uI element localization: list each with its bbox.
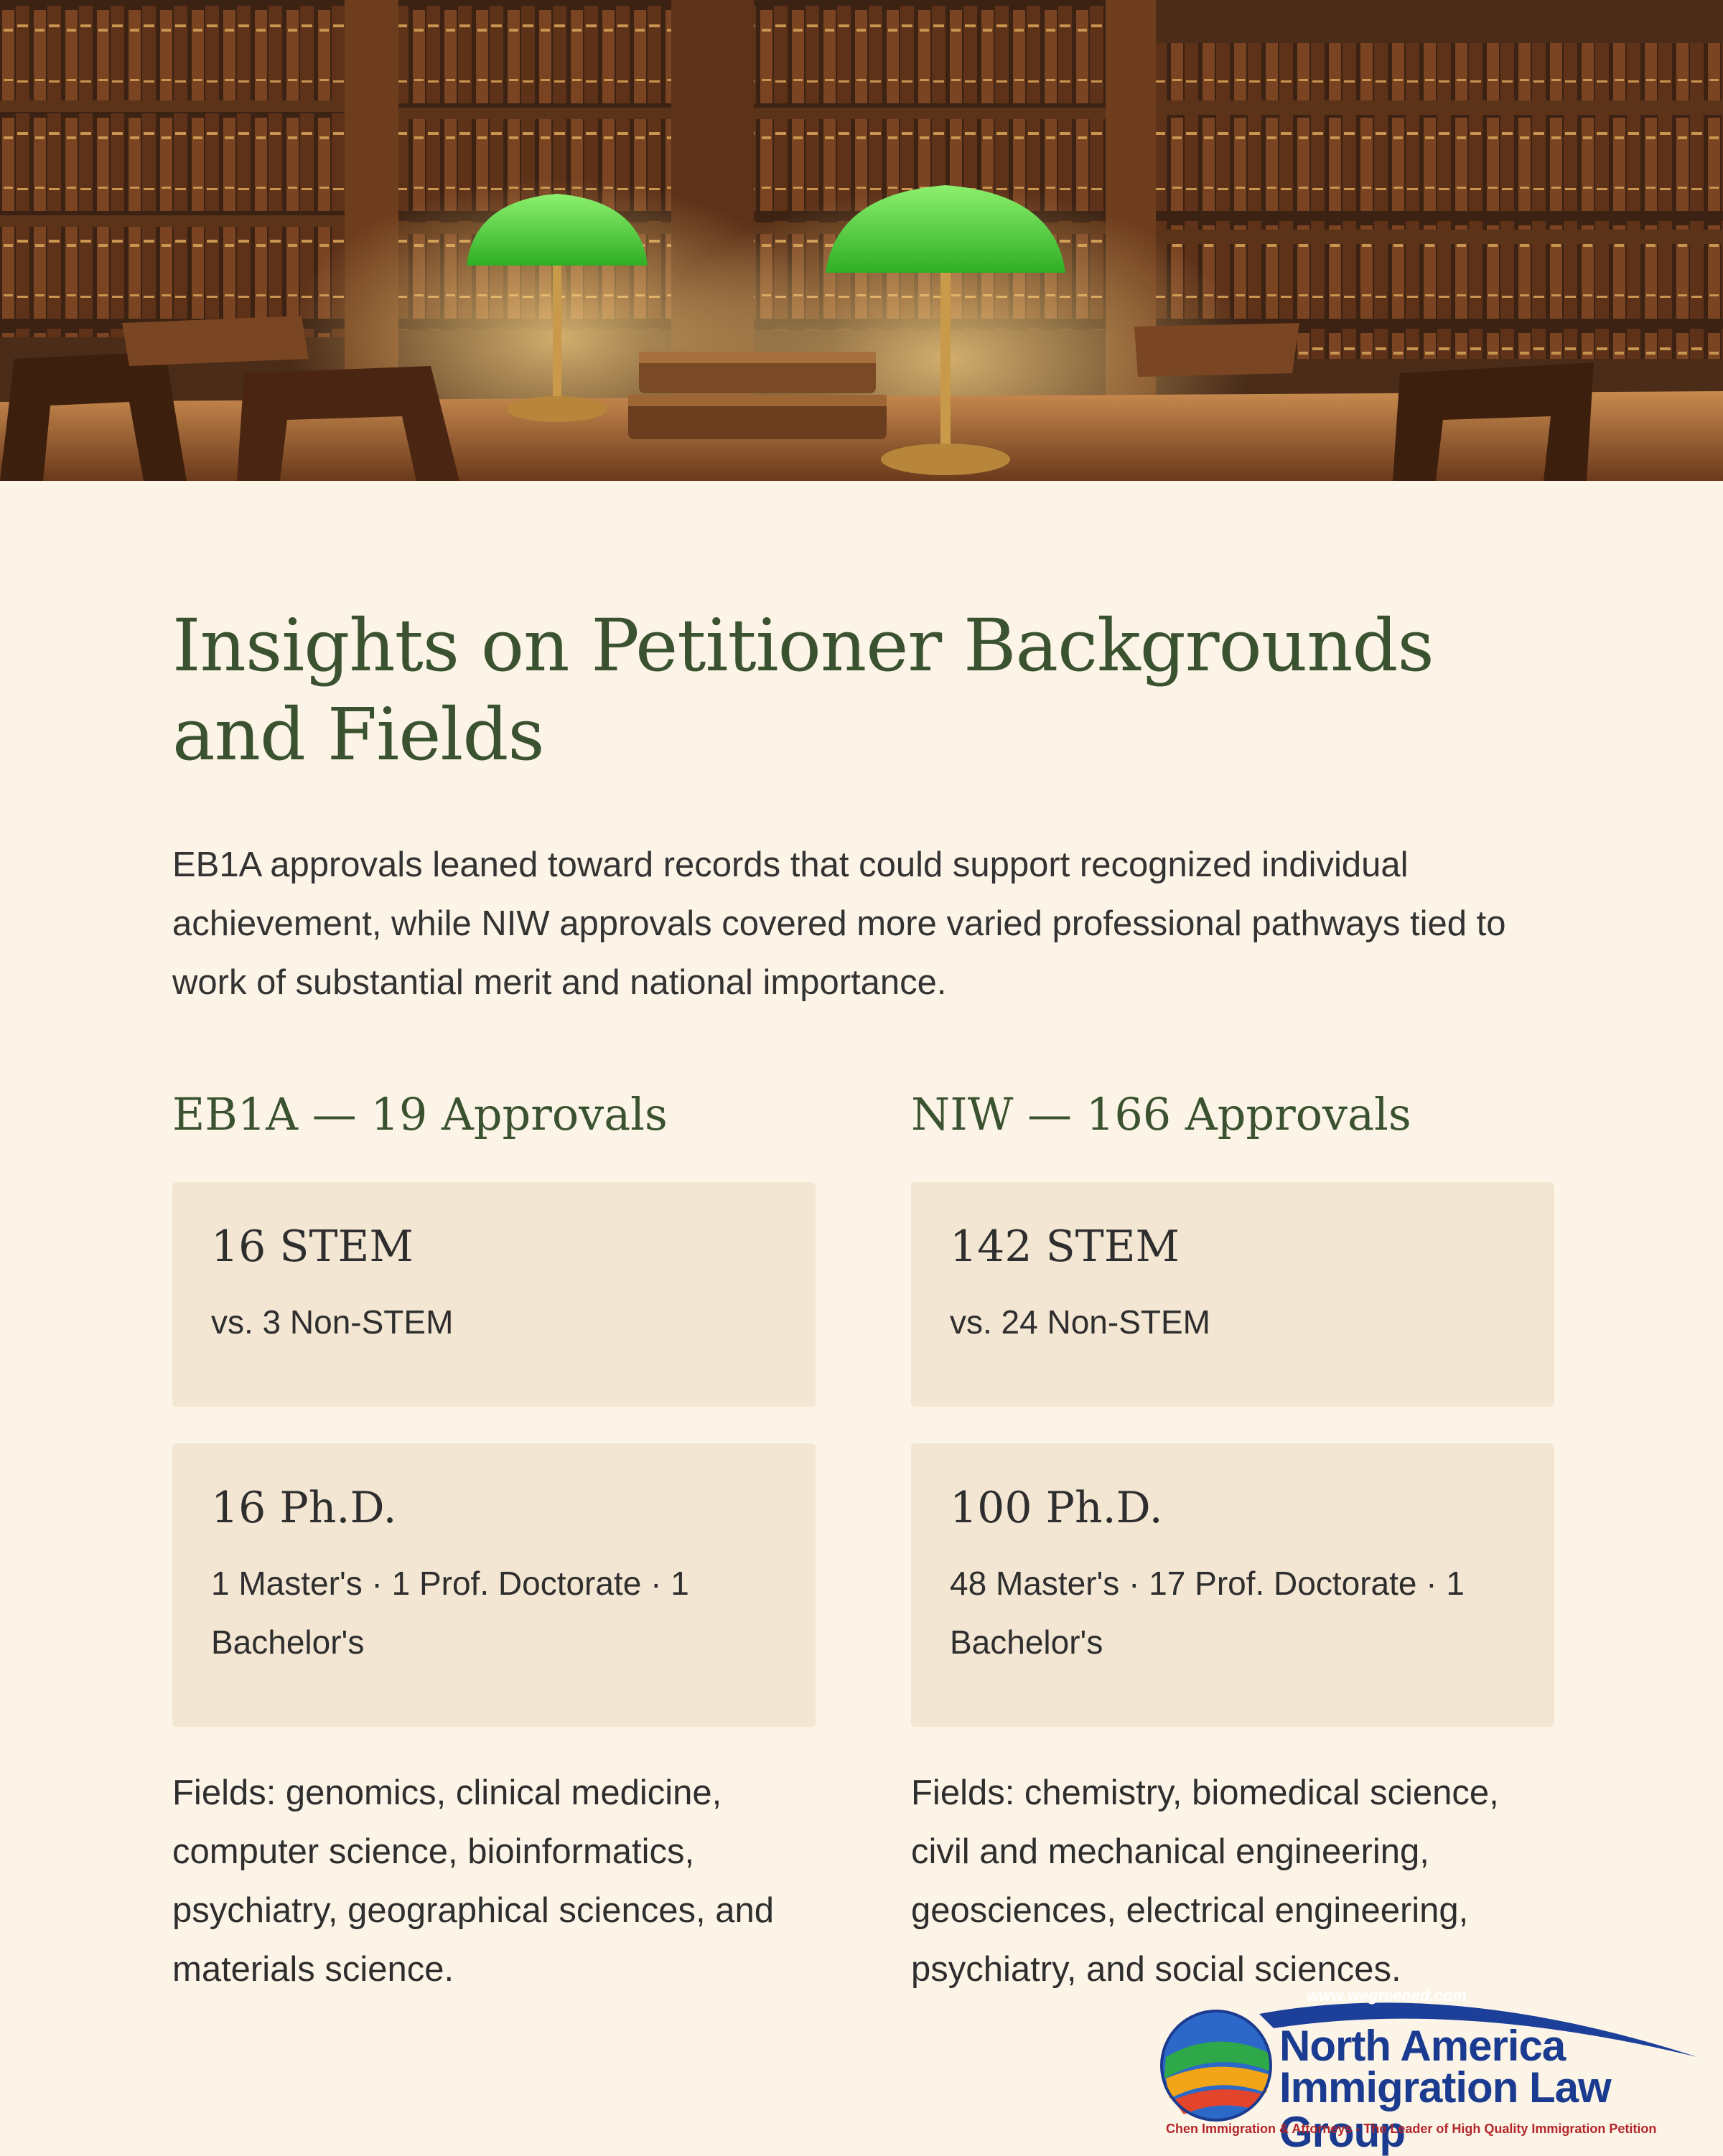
stem-card (911, 1182, 1554, 1407)
degree-card (172, 1443, 816, 1727)
column-heading: NIW — 166 Approvals (911, 1088, 1411, 1140)
other-degrees: 1 Master's · 1 Prof. Doctorate · 1 Bachelor's (211, 1565, 689, 1661)
page-title: Insights on Petitioner Backgrounds and Fields (172, 604, 1434, 777)
other-degrees: 48 Master's · 17 Prof. Doctorate · 1 Bachelor's (950, 1565, 1465, 1661)
stem-card (172, 1182, 816, 1407)
phd-count: 16 Ph.D. (211, 1483, 397, 1533)
stem-count: 16 STEM (211, 1222, 414, 1272)
fields-list: Fields: chemistry, biomedical science, civil and mechanical engineering, geosciences, electrical engineering, psychiatry, and social sciences. (911, 1773, 1499, 1989)
degree-card (911, 1443, 1554, 1727)
hero-library-image (0, 0, 1723, 481)
intro-paragraph: EB1A approvals leaned toward records that could support recognized individual achievement, while NIW approvals covered more varied professional pathways tied to work of substantial merit and national importance. (172, 845, 1506, 1002)
logo-tagline: Chen Immigration & Attorneys - The Leader of High Quality Immigration Petition (1166, 2122, 1657, 2136)
phd-count: 100 Ph.D. (950, 1483, 1163, 1533)
logo-name-line1: North America (1279, 2022, 1566, 2070)
column-heading: EB1A — 19 Approvals (172, 1088, 668, 1140)
law-group-logo (1152, 1985, 1712, 2156)
stem-count: 142 STEM (950, 1222, 1180, 1272)
logo-url: www.wegreened.com (1307, 1987, 1467, 2005)
logo-name-line2: Immigration Law Group (1279, 2063, 1611, 2156)
non-stem-count: vs. 24 Non-STEM (950, 1303, 1210, 1341)
fields-list: Fields: genomics, clinical medicine, computer science, bioinformatics, psychiatry, geographical sciences, and materials science. (172, 1773, 775, 1989)
non-stem-count: vs. 3 Non-STEM (211, 1303, 454, 1341)
